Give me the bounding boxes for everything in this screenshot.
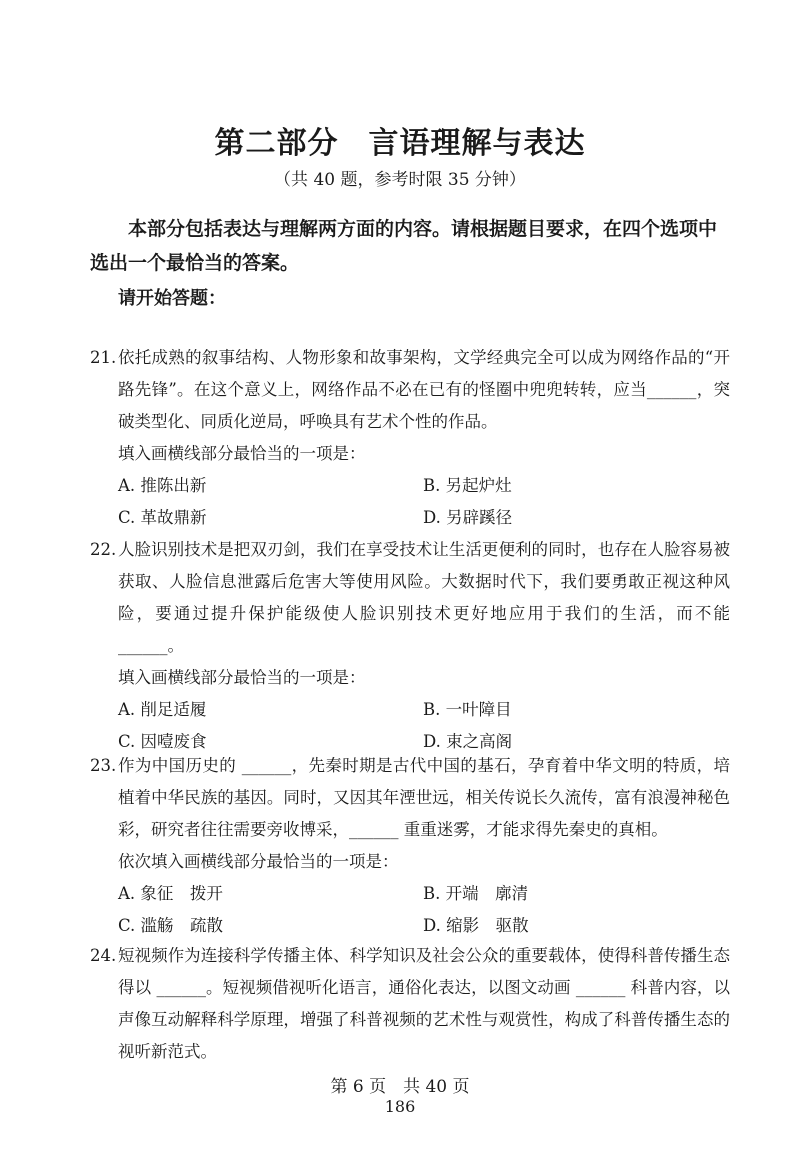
section-subtitle: （共 40 题，参考时限 35 分钟） [274,170,526,190]
question-21 [90,342,730,534]
question-stem: 短视频作为连接科学传播主体、科学知识及社会公众的重要载体，使得科普传播生态得以 ______。短视频借视听化语言，通俗化表达，以图文动画 ______ 科普内容，以声像互动解释科学原理，增强了科普视频的艺术性与观赏性，构成了科普传播生态的视听新范式。 [118,946,730,1061]
question-number: 21. [90,348,117,367]
page-footer: 第 6 页 共 40 页 [330,1077,470,1097]
options-group [118,694,730,758]
question-number: 22. [90,540,117,559]
section-title-part: 第二部分 [214,126,339,161]
question-stem: 依托成熟的叙事结构、人物形象和故事架构，文学经典完全可以成为网络作品的“开路先锋”。在这个意义上，网络作品不必在已有的怪圈中兜兜转转，应当______，突破类型化、同质化逆局，呼唤具有艺术个性的作品。 [118,348,730,431]
option-a[interactable]: A. 削足适履 [118,700,207,719]
question-stem: 作为中国历史的 ______，先秦时期是古代中国的基石，孕育着中华文明的特质，培植着中华民族的基因。同时，又因其年湮世远，相关传说长久流传，富有浪漫神秘色彩，研究者往往需要旁收博采，______ 重重迷雾，才能求得先秦史的真相。 [118,756,730,839]
question-22 [90,534,730,758]
question-prompt: 填入画横线部分最恰当的一项是： [118,444,366,463]
option-c[interactable]: C. 滥觞 疏散 [118,916,224,935]
option-c[interactable]: C. 因噎废食 [118,732,207,751]
option-b[interactable]: B. 开端 廓清 [423,884,529,903]
section-title [0,118,800,162]
option-a[interactable]: A. 象征 拨开 [118,884,223,903]
question-stem: 人脸识别技术是把双刃剑，我们在享受技术让生活更便利的同时，也存在人脸容易被获取、人脸信息泄露后危害大等使用风险。大数据时代下，我们要勇敢正视这种风险，要通过提升保护能级使人脸识别技术更好地应用于我们的生活，而不能 ______。 [118,540,730,655]
question-prompt: 依次填入画横线部分最恰当的一项是： [118,852,399,871]
option-b[interactable]: B. 另起炉灶 [423,476,512,495]
option-d[interactable]: D. 束之高阁 [423,732,513,751]
option-d[interactable]: D. 另辟蹊径 [423,508,513,527]
question-23 [90,750,730,942]
section-title-text: 言语理解与表达 [368,126,586,161]
question-number: 24. [90,946,117,965]
section-intro: 本部分包括表达与理解两方面的内容。请根据题目要求，在四个选项中选出一个最恰当的答案。 [90,218,718,274]
question-number: 23. [90,756,117,775]
option-d[interactable]: D. 缩影 驱散 [423,916,529,935]
options-group [118,470,730,534]
question-prompt: 填入画横线部分最恰当的一项是： [118,668,366,687]
option-b[interactable]: B. 一叶障目 [423,700,512,719]
page-number: 186 [384,1097,416,1116]
options-group [118,878,730,942]
option-c[interactable]: C. 革故鼎新 [118,508,207,527]
question-24 [90,940,730,1068]
start-label: 请开始答题： [118,288,226,309]
option-a[interactable]: A. 推陈出新 [118,476,207,495]
